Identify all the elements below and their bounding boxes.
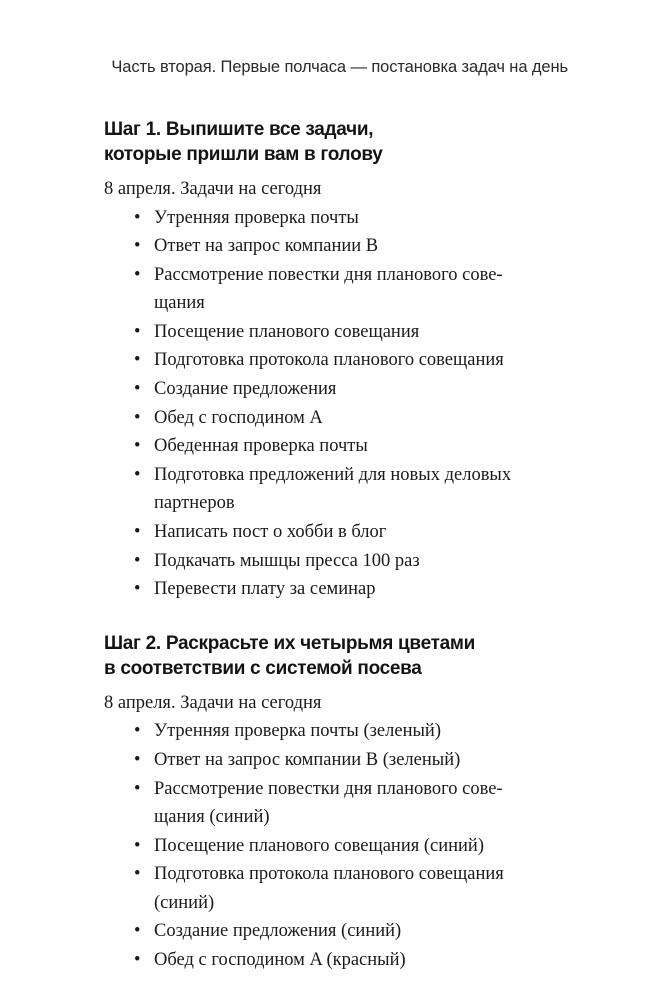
list-item: • Ответ на запрос компании B bbox=[128, 232, 574, 261]
bullet: • bbox=[134, 464, 141, 485]
bullet: • bbox=[134, 379, 141, 400]
step-1-heading bbox=[104, 117, 574, 167]
running-header: Часть вторая. Первые полчаса — постановка задач на день bbox=[111, 58, 568, 76]
bullet: • bbox=[134, 950, 141, 971]
list-item: • Посещение планового совещания bbox=[128, 318, 574, 347]
date-line: 8 апреля. Задачи на сегодня bbox=[104, 692, 322, 713]
bullet: • bbox=[134, 350, 141, 371]
bullet: • bbox=[134, 522, 141, 543]
step-2-section bbox=[104, 631, 574, 975]
task-list bbox=[104, 717, 574, 974]
heading-line: которые пришли вам в голову bbox=[104, 144, 383, 165]
bullet: • bbox=[134, 550, 141, 571]
list-item: • Обед с господином A bbox=[128, 404, 574, 433]
list-item: • Рассмотрение повестки дня планового сове- щания (синий) bbox=[128, 775, 574, 832]
list-item: • Ответ на запрос компании B (зеленый) bbox=[128, 746, 574, 775]
bullet: • bbox=[134, 778, 141, 799]
list-item: • Подготовка протокола планового совещания bbox=[128, 346, 574, 375]
bullet: • bbox=[134, 749, 141, 770]
bullet: • bbox=[134, 721, 141, 742]
bullet: • bbox=[134, 436, 141, 457]
bullet: • bbox=[134, 407, 141, 428]
list-item: • Обеденная проверка почты bbox=[128, 432, 574, 461]
bullet: • bbox=[134, 579, 141, 600]
heading-line: Шаг 1. Выпишите все задачи, bbox=[104, 119, 374, 140]
bullet: • bbox=[134, 207, 141, 228]
bullet: • bbox=[134, 321, 141, 342]
date-line: 8 апреля. Задачи на сегодня bbox=[104, 179, 322, 199]
list-item: • Обед с господином A (красный) bbox=[128, 946, 574, 975]
list-item: • Перевести плату за семинар bbox=[128, 575, 574, 604]
list-item: • Подкачать мышцы пресса 100 раз bbox=[128, 547, 574, 576]
bullet: • bbox=[134, 835, 141, 856]
list-item: • Создание предложения bbox=[128, 375, 574, 404]
list-item: • Подготовка протокола планового совещания (синий) bbox=[128, 860, 574, 917]
heading-line: Шаг 2. Раскрасьте их четырьмя цветами bbox=[104, 632, 475, 654]
step-2-heading bbox=[104, 631, 574, 681]
list-item: • Посещение планового совещания (синий) bbox=[128, 832, 574, 861]
bullet: • bbox=[134, 921, 141, 942]
bullet: • bbox=[134, 264, 141, 285]
list-item: • Создание предложения (синий) bbox=[128, 917, 574, 946]
bullet: • bbox=[134, 236, 141, 257]
page-content bbox=[104, 117, 574, 975]
list-item: • Рассмотрение повестки дня планового сове- щания bbox=[128, 261, 574, 318]
step-1-section bbox=[104, 117, 574, 604]
heading-line: в соответствии с системой посева bbox=[104, 657, 422, 679]
bullet: • bbox=[134, 864, 141, 885]
list-item: • Написать пост о хобби в блог bbox=[128, 518, 574, 547]
list-item: • Подготовка предложений для новых деловых партнеров bbox=[128, 461, 574, 518]
task-list bbox=[104, 204, 574, 604]
list-item: • Утренняя проверка почты (зеленый) bbox=[128, 717, 574, 746]
list-item: • Утренняя проверка почты bbox=[128, 204, 574, 233]
